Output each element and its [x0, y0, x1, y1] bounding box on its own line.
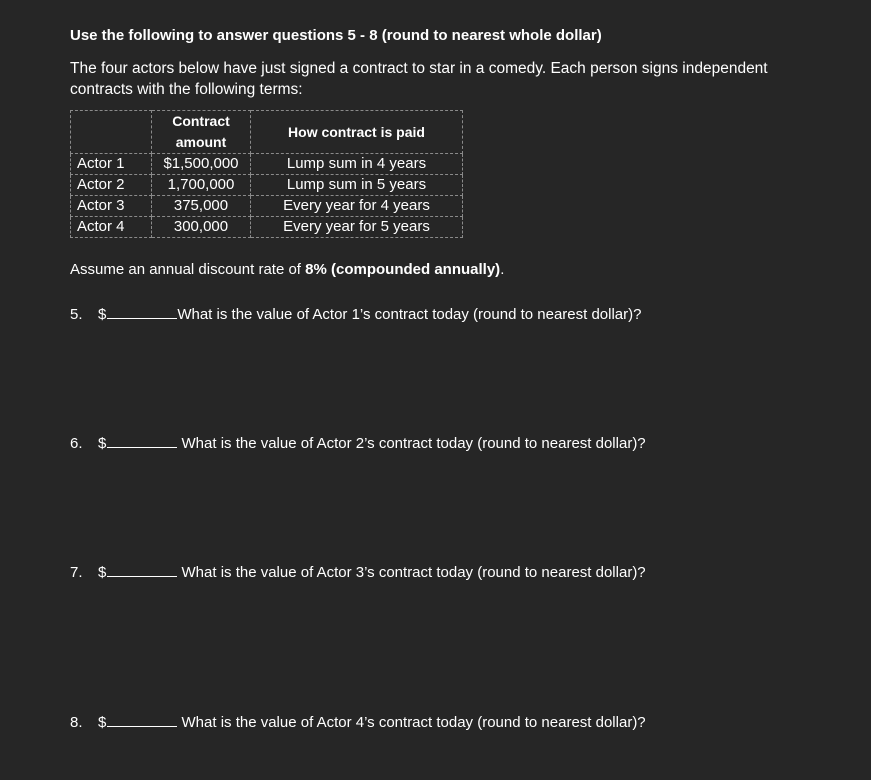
assume-prefix: Assume an annual discount rate of — [70, 261, 306, 278]
actor-cell: Actor 1 — [71, 154, 152, 175]
question-7 — [70, 562, 646, 581]
header-contract-amount-line2: amount — [175, 134, 227, 150]
dollar-sign: $ — [98, 714, 107, 731]
header-contract-amount-line1: Contract — [172, 113, 230, 129]
actor-cell: Actor 2 — [71, 175, 152, 196]
actor-cell: Actor 4 — [71, 217, 152, 238]
header-contract-amount — [152, 111, 251, 154]
assume-end: . — [500, 261, 505, 278]
answer-blank[interactable] — [107, 562, 177, 577]
answer-blank[interactable] — [107, 433, 177, 448]
dollar-sign: $ — [98, 306, 107, 323]
table-row — [71, 175, 463, 196]
header-blank — [71, 111, 152, 154]
header-how-paid: How contract is paid — [251, 111, 463, 154]
question-number: 5. — [70, 306, 83, 323]
intro-paragraph: The four actors below have just signed a contract to star in a comedy. Each person signs independent contracts with the following terms: — [70, 60, 768, 98]
paid-cell: Every year for 4 years — [251, 196, 463, 217]
paid-cell: Lump sum in 5 years — [251, 175, 463, 196]
question-5 — [70, 304, 641, 323]
amount-cell: 375,000 — [152, 196, 251, 217]
paid-cell: Lump sum in 4 years — [251, 154, 463, 175]
actor-cell: Actor 3 — [71, 196, 152, 217]
question-number: 6. — [70, 435, 83, 452]
discount-rate-statement — [70, 261, 504, 278]
question-text: What is the value of Actor 4’s contract today (round to nearest dollar)? — [181, 714, 646, 731]
table-row — [71, 196, 463, 217]
amount-cell: 300,000 — [152, 217, 251, 238]
dollar-sign: $ — [98, 435, 107, 452]
assume-rate: 8% — [305, 261, 327, 278]
amount-cell: 1,700,000 — [152, 175, 251, 196]
answer-blank[interactable] — [107, 304, 177, 319]
question-8 — [70, 712, 646, 731]
table-row — [71, 154, 463, 175]
amount-cell: $1,500,000 — [152, 154, 251, 175]
paid-cell: Every year for 5 years — [251, 217, 463, 238]
question-text: What is the value of Actor 3’s contract today (round to nearest dollar)? — [181, 564, 646, 581]
dollar-sign: $ — [98, 564, 107, 581]
contract-terms-table — [70, 110, 463, 238]
question-text: What is the value of Actor 2’s contract today (round to nearest dollar)? — [181, 435, 646, 452]
assume-compounding: (compounded annually) — [326, 261, 501, 278]
question-6 — [70, 433, 646, 452]
question-text: What is the value of Actor 1’s contract today (round to nearest dollar)? — [177, 306, 642, 323]
section-heading: Use the following to answer questions 5 - 8 (round to nearest whole dollar) — [70, 27, 602, 44]
table-row — [71, 217, 463, 238]
question-number: 7. — [70, 564, 83, 581]
question-number: 8. — [70, 714, 83, 731]
table-header-row — [71, 111, 463, 154]
answer-blank[interactable] — [107, 712, 177, 727]
